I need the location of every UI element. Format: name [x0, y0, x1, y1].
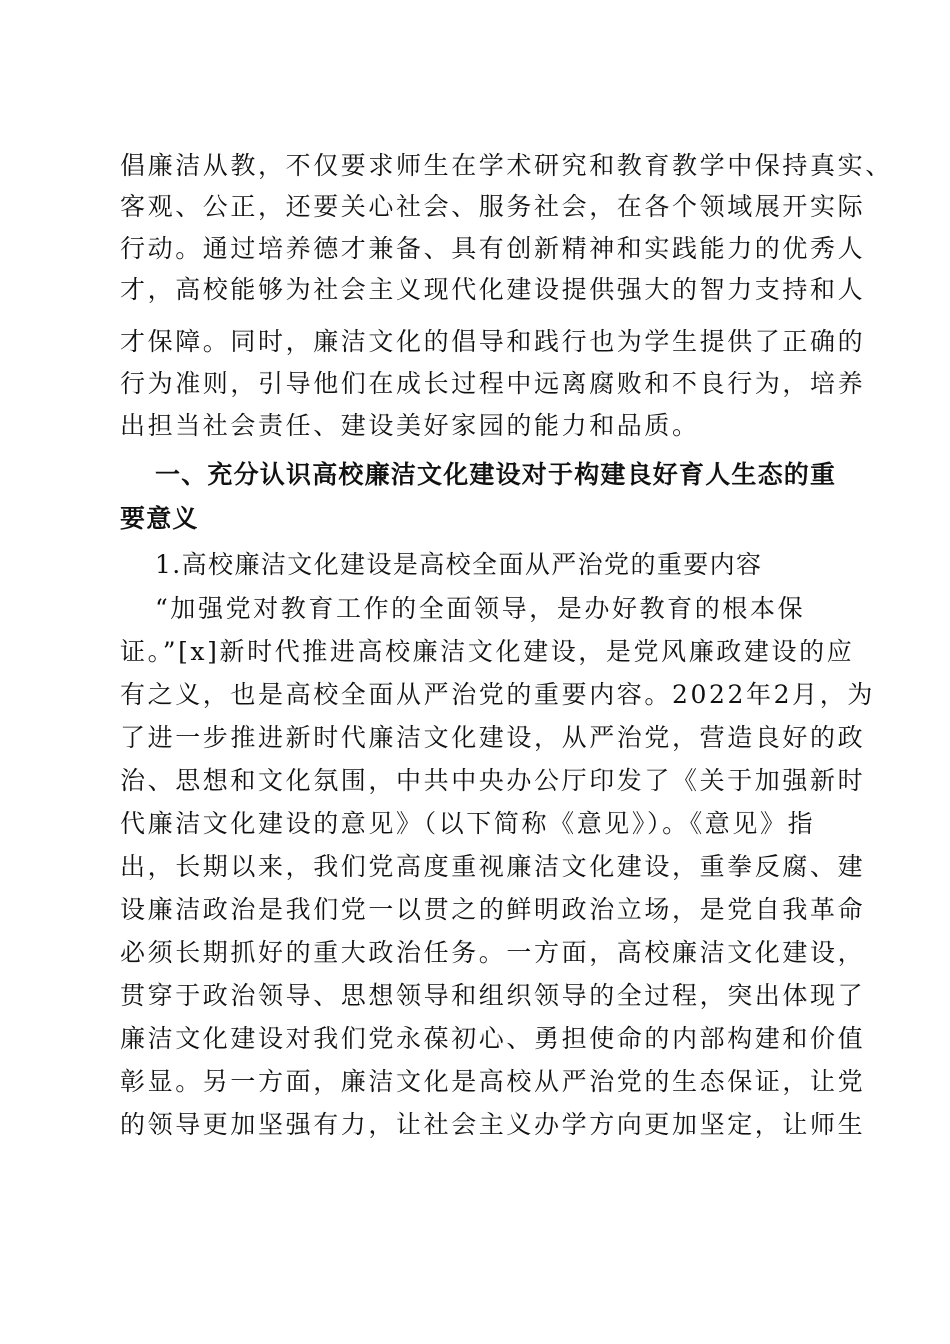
paragraph-line: 倡廉洁从教，不仅要求师生在学术研究和教育教学中保持真实、 — [120, 151, 893, 180]
paragraph-line: 治、思想和文化氛围，中共中央办公厅印发了《关于加强新时 — [120, 766, 866, 795]
paragraph-line: 的领导更加坚强有力，让社会主义办学方向更加坚定，让师生 — [120, 1110, 866, 1139]
paragraph-line: 代廉洁文化建设的意见》（以下简称《意见》）。《意见》指 — [120, 809, 816, 838]
subsection-heading: 1.高校廉洁文化建设是高校全面从严治党的重要内容 — [155, 550, 763, 579]
paragraph-line: 廉洁文化建设对我们党永葆初心、勇担使命的内部构建和价值 — [120, 1024, 866, 1053]
paragraph-line: 行为准则，引导他们在成长过程中远离腐败和不良行为，培养 — [120, 369, 866, 398]
paragraph-line: 出，长期以来，我们党高度重视廉洁文化建设，重拳反腐、建 — [120, 852, 866, 881]
paragraph-line: 客观、公正，还要关心社会、服务社会，在各个领域展开实际 — [120, 192, 866, 221]
section-heading-continued: 要意义 — [120, 504, 199, 533]
paragraph-line: 出担当社会责任、建设美好家园的能力和品质。 — [120, 411, 700, 440]
paragraph-line: 彰显。另一方面，廉洁文化是高校从严治党的生态保证，让党 — [120, 1067, 866, 1096]
paragraph-line: 证。”[x]新时代推进高校廉洁文化建设，是党风廉政建设的应 — [120, 637, 855, 666]
paragraph-line: 行动。通过培养德才兼备、具有创新精神和实践能力的优秀人 — [120, 234, 866, 263]
paragraph-line: 必须长期抓好的重大政治任务。一方面，高校廉洁文化建设， — [120, 938, 866, 967]
paragraph-line: 才保障。同时，廉洁文化的倡导和践行也为学生提供了正确的 — [120, 327, 866, 356]
paragraph-line: 了进一步推进新时代廉洁文化建设，从严治党，营造良好的政 — [120, 723, 866, 752]
section-heading: 一、充分认识高校廉洁文化建设对于构建良好育人生态的重 — [155, 460, 837, 489]
paragraph-line: 设廉洁政治是我们党一以贯之的鲜明政治立场，是党自我革命 — [120, 895, 866, 924]
paragraph-line: “加强党对教育工作的全面领导，是办好教育的根本保 — [155, 594, 806, 623]
paragraph-line: 贯穿于政治领导、思想领导和组织领导的全过程，突出体现了 — [120, 981, 866, 1010]
paragraph-line: 才，高校能够为社会主义现代化建设提供强大的智力支持和人 — [120, 275, 866, 304]
paragraph-line: 有之义，也是高校全面从严治党的重要内容。2022年2月，为 — [120, 680, 875, 709]
